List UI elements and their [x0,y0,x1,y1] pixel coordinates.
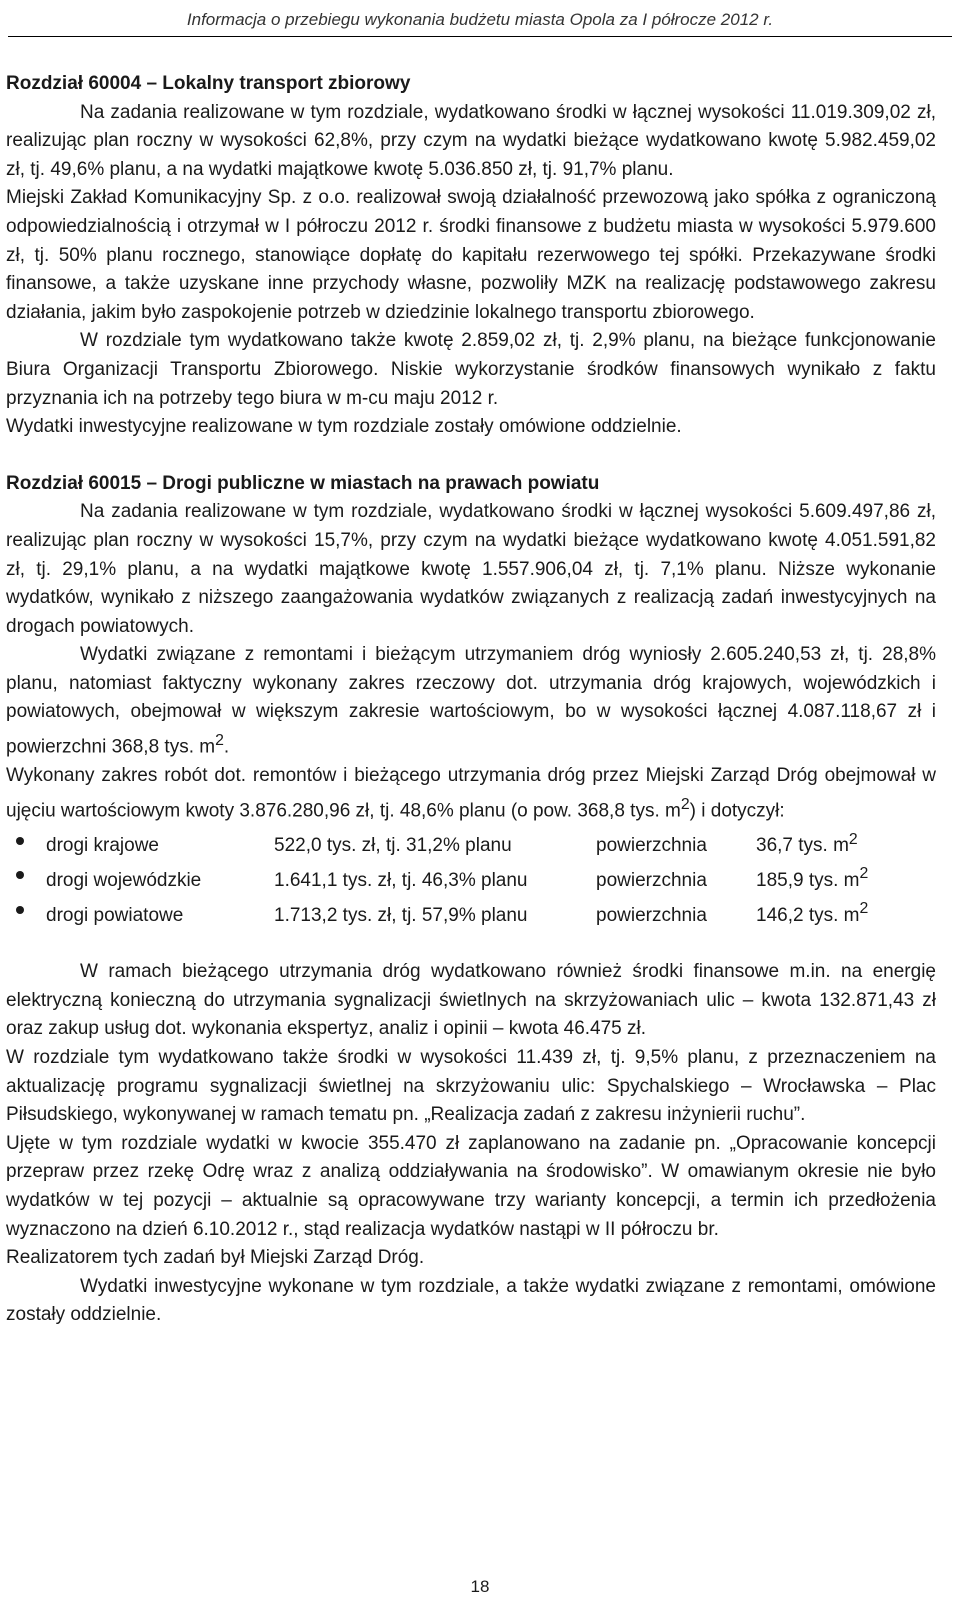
road-amount: 1.713,2 tys. zł, tj. 57,9% planu [274,904,528,926]
bullet-icon [16,906,24,914]
paragraph: Miejski Zakład Komunikacyjny Sp. z o.o. realizował swoją działalność przewozową jako spółka z ograniczoną odpowiedzialnością i otrzymał w I półroczu 2012 r. środki finansowe z budżetu miasta w wysokości 5.979.600 zł, tj. 50% planu rocznego, stanowiące dopłatę do kapitału rezerwowego tej spółki. Przekazywane środki finansowe, a także uzyskane inne przychody własne, pozwoliły MZK na realizację podstawowego zakresu działania, jakim było zaspokojenie potrzeb w dziedzinie lokalnego transportu zbiorowego. [6,187,936,323]
document-header: Informacja o przebiegu wykonania budżetu miasta Opola za I półrocze 2012 r. [186,10,774,29]
area-label: powierzchnia [596,834,707,856]
superscript: 2 [859,900,869,918]
paragraph: W rozdziale tym wydatkowano także kwotę 2.859,02 zł, tj. 2,9% planu, na bieżące funkcjonowanie Biura Organizacji Transportu Zbiorowego. Niskie wykorzystanie środków finansowych wynikało z faktu przyznania ich na potrzeby tego biura w m-cu maju 2012 r. [6,330,936,409]
road-amount: 522,0 tys. zł, tj. 31,2% planu [274,834,512,856]
section-heading-60015: Rozdział 60015 – Drogi publiczne w miastach na prawach powiatu [6,472,600,494]
list-item [6,895,936,930]
road-amount: 1.641,1 tys. zł, tj. 46,3% planu [274,869,528,891]
paragraph [6,641,936,762]
paragraph-text: Wykonany zakres robót dot. remontów i bieżącego utrzymania dróg przez Miejski Zarząd Dróg obejmował w ujęciu wartościowym kwoty 3.876.280,96 zł, tj. 48,6% planu (o pow. 368,8 tys. m [6,764,936,821]
paragraph: Na zadania realizowane w tym rozdziale, wydatkowano środki w łącznej wysokości 5.609.497,86 zł, realizując plan roczny w wysokości 15,7%, przy czym na wydatki bieżące wydatkowano kwotę 4.051.591,82 zł, tj. 29,1% planu, a na wydatki majątkowe kwotę 1.557.906,04 zł, tj. 7,1% planu. Niższe wykonanie wydatków, wynikało z niższego zaangażowania wydatków związanych z realizacją zadań inwestycyjnych na drogach powiatowych. [6,501,936,637]
bullet-icon [16,871,24,879]
bullet-icon [16,837,24,845]
road-type: drogi powiatowe [46,904,184,926]
area-value: 36,7 tys. m [756,834,849,856]
paragraph: W rozdziale tym wydatkowano także środki w wysokości 11.439 zł, tj. 9,5% planu, z przeznaczeniem na aktualizację programu sygnalizacji świetlnej na skrzyżowaniu ulic: Spychalskiego – Wrocławska – Plac Piłsudskiego, wykonywanej w ramach tematu pn. „Realizacja zadań z zakresu inżynierii ruchu”. [6,1047,936,1126]
superscript: 2 [215,732,224,750]
road-type: drogi wojewódzkie [46,869,202,891]
spacer [6,442,936,470]
spacer [6,930,936,958]
paragraph-text: Wydatki związane z remontami i bieżącym utrzymaniem dróg wyniosły 2.605.240,53 zł, tj. 28,8% planu, natomiast faktyczny wykonany zakres rzeczowy dot. utrzymania dróg krajowych, wojewódzkich i powiatowych, obejmował w większym zakresie wartościowym, bo w wysokości łącznej 4.087.118,67 zł i powierzchni 368,8 tys. m [6,644,936,758]
area-label: powierzchnia [596,904,707,926]
paragraph: W ramach bieżącego utrzymania dróg wydatkowano również środki finansowe m.in. na energię elektryczną konieczną do utrzymania sygnalizacji świetlnych na skrzyżowaniach ulic – kwota 132.871,43 zł oraz zakup usług dot. wykonania ekspertyz, analiz i opinii – kwota 46.475 zł. [6,961,936,1040]
paragraph-text: ) i dotyczył: [689,799,785,821]
list-item [6,826,936,861]
paragraph [6,762,936,826]
paragraph: Na zadania realizowane w tym rozdziale, wydatkowano środki w łącznej wysokości 11.019.309,02 zł, realizując plan roczny w wysokości 62,8%, przy czym na wydatki bieżące wydatkowano kwotę 5.982.459,02 zł, tj. 49,6% planu, a na wydatki majątkowe kwotę 5.036.850 zł, tj. 91,7% planu. [6,101,936,180]
section-heading-60004: Rozdział 60004 – Lokalny transport zbiorowy [6,73,411,94]
paragraph: Wydatki inwestycyjne wykonane w tym rozdziale, a także wydatki związane z remontami, omówione zostały oddzielnie. [6,1275,936,1326]
paragraph: Ujęte w tym rozdziale wydatki w kwocie 355.470 zł zaplanowano na zadanie pn. „Opracowanie koncepcji przepraw przez rzekę Odrę wraz z analizą oddziaływania na środowisko”. W omawianym okresie nie było wydatków w tej pozycji – aktualnie są opracowywane trzy warianty koncepcji, a termin ich przedłożenia wyznaczono na dzień 6.10.2012 r., stąd realizacja wydatków nastąpi w II półroczu br. [6,1132,936,1240]
area-value: 146,2 tys. m [756,904,860,926]
paragraph-text: . [223,736,230,758]
area-value: 185,9 tys. m [756,869,860,891]
page-number: 18 [470,1577,490,1596]
road-type-list [6,826,936,931]
road-type: drogi krajowe [46,834,159,856]
header-divider [8,36,952,37]
paragraph: Realizatorem tych zadań był Miejski Zarząd Dróg. [6,1247,425,1269]
list-item [6,860,936,895]
superscript: 2 [848,830,858,848]
document-body [6,70,936,1330]
paragraph: Wydatki inwestycyjne realizowane w tym rozdziale zostały omówione oddzielnie. [6,416,682,438]
area-label: powierzchnia [596,869,707,891]
superscript: 2 [859,865,869,883]
superscript: 2 [680,795,690,813]
